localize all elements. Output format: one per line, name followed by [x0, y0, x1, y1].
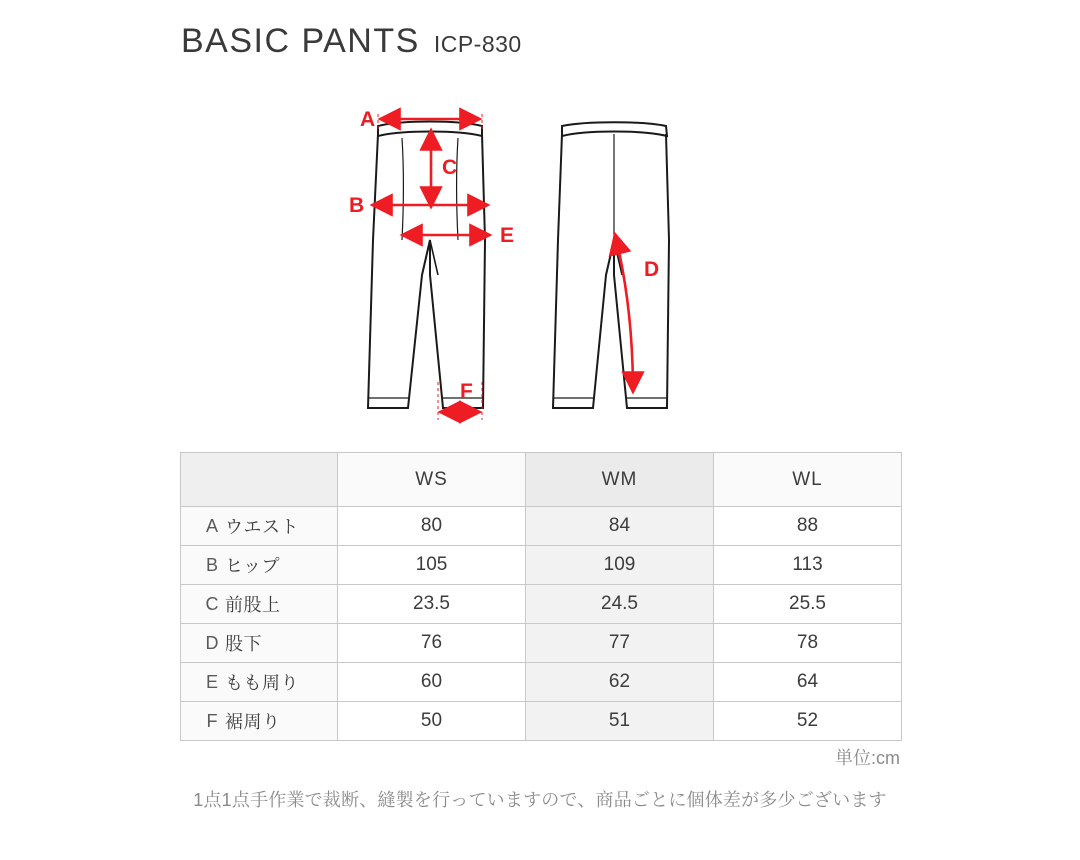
row-label-c	[181, 585, 338, 624]
cell-a-ws: 80	[338, 507, 526, 546]
cell-c-ws: 23.5	[338, 585, 526, 624]
row-name: 裾周り	[225, 712, 281, 732]
row-letter: C	[205, 593, 219, 614]
row-letter: D	[205, 632, 219, 653]
cell-d-wl: 78	[714, 624, 902, 663]
header-ws: WS	[338, 453, 526, 507]
row-name: ヒップ	[225, 556, 280, 576]
product-name: BASIC PANTS	[181, 22, 420, 60]
cell-e-ws: 60	[338, 663, 526, 702]
header-blank	[181, 453, 338, 507]
size-chart-table	[180, 452, 902, 741]
table-row	[181, 663, 902, 702]
row-name: 前股上	[225, 595, 281, 615]
cell-b-wm: 109	[526, 546, 714, 585]
cell-d-wm: 77	[526, 624, 714, 663]
row-letter: A	[205, 515, 218, 536]
measure-f-label: F	[460, 380, 473, 403]
header-wm: WM	[526, 453, 714, 507]
measure-b-label: B	[349, 194, 365, 217]
disclaimer-note: 1点1点手作業で裁断、縫製を行っていますので、商品ごとに個体差が多少ございます	[193, 790, 887, 810]
row-letter: E	[205, 671, 218, 692]
table-row	[181, 546, 902, 585]
row-label-d	[181, 624, 338, 663]
row-letter: F	[206, 710, 218, 731]
table-row	[181, 585, 902, 624]
cell-f-wl: 52	[714, 702, 902, 741]
table-row	[181, 624, 902, 663]
row-label-f	[181, 702, 338, 741]
measure-d-label: D	[644, 258, 660, 281]
row-name: もも周り	[225, 673, 299, 693]
measure-a-label: A	[360, 108, 376, 131]
row-letter: B	[205, 554, 218, 575]
row-name: ウエスト	[225, 517, 299, 537]
cell-f-wm: 51	[526, 702, 714, 741]
cell-d-ws: 76	[338, 624, 526, 663]
pants-front-view	[368, 122, 485, 409]
pants-measurement-diagram	[330, 90, 750, 435]
cell-c-wm: 24.5	[526, 585, 714, 624]
cell-a-wm: 84	[526, 507, 714, 546]
row-label-a	[181, 507, 338, 546]
table-row	[181, 507, 902, 546]
cell-c-wl: 25.5	[714, 585, 902, 624]
cell-a-wl: 88	[714, 507, 902, 546]
measure-e-label: E	[500, 224, 515, 247]
cell-e-wl: 64	[714, 663, 902, 702]
page-title	[181, 22, 522, 61]
table-header-row	[181, 453, 902, 507]
table-row	[181, 702, 902, 741]
cell-b-wl: 113	[714, 546, 902, 585]
unit-note: 単位:cm	[835, 748, 900, 768]
cell-f-ws: 50	[338, 702, 526, 741]
product-code: ICP-830	[433, 31, 522, 57]
row-label-b	[181, 546, 338, 585]
cell-b-ws: 105	[338, 546, 526, 585]
row-name: 股下	[225, 634, 262, 654]
header-wl: WL	[714, 453, 902, 507]
row-label-e	[181, 663, 338, 702]
cell-e-wm: 62	[526, 663, 714, 702]
measure-c-label: C	[442, 156, 458, 179]
